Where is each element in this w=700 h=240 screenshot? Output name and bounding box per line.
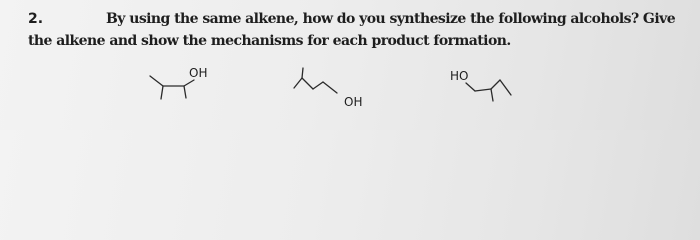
bond [323, 82, 337, 93]
bond [150, 76, 163, 86]
structure-primary-alcohol [450, 69, 511, 101]
question-text-line-1: By using the same alkene, how do you synthesize the following alcohols? Give [106, 11, 676, 27]
bond [466, 83, 475, 91]
oh-label: OH [344, 95, 363, 109]
bond [491, 89, 493, 101]
bond [500, 80, 511, 95]
question-text-line-2: the alkene and show the mechanisms for each product formation. [28, 33, 511, 49]
bond [294, 78, 302, 88]
bond [184, 80, 194, 86]
bond [475, 89, 491, 91]
structure-tertiary-alcohol [150, 66, 207, 99]
oh-label: OH [189, 66, 208, 80]
question-number: 2. [28, 11, 44, 27]
bond [184, 86, 186, 98]
bond [313, 82, 323, 89]
bond [302, 68, 303, 78]
bond [161, 86, 163, 99]
ho-label: HO [450, 69, 469, 83]
bond [491, 80, 500, 89]
structure-secondary-alcohol [294, 68, 362, 109]
bond [302, 78, 313, 89]
